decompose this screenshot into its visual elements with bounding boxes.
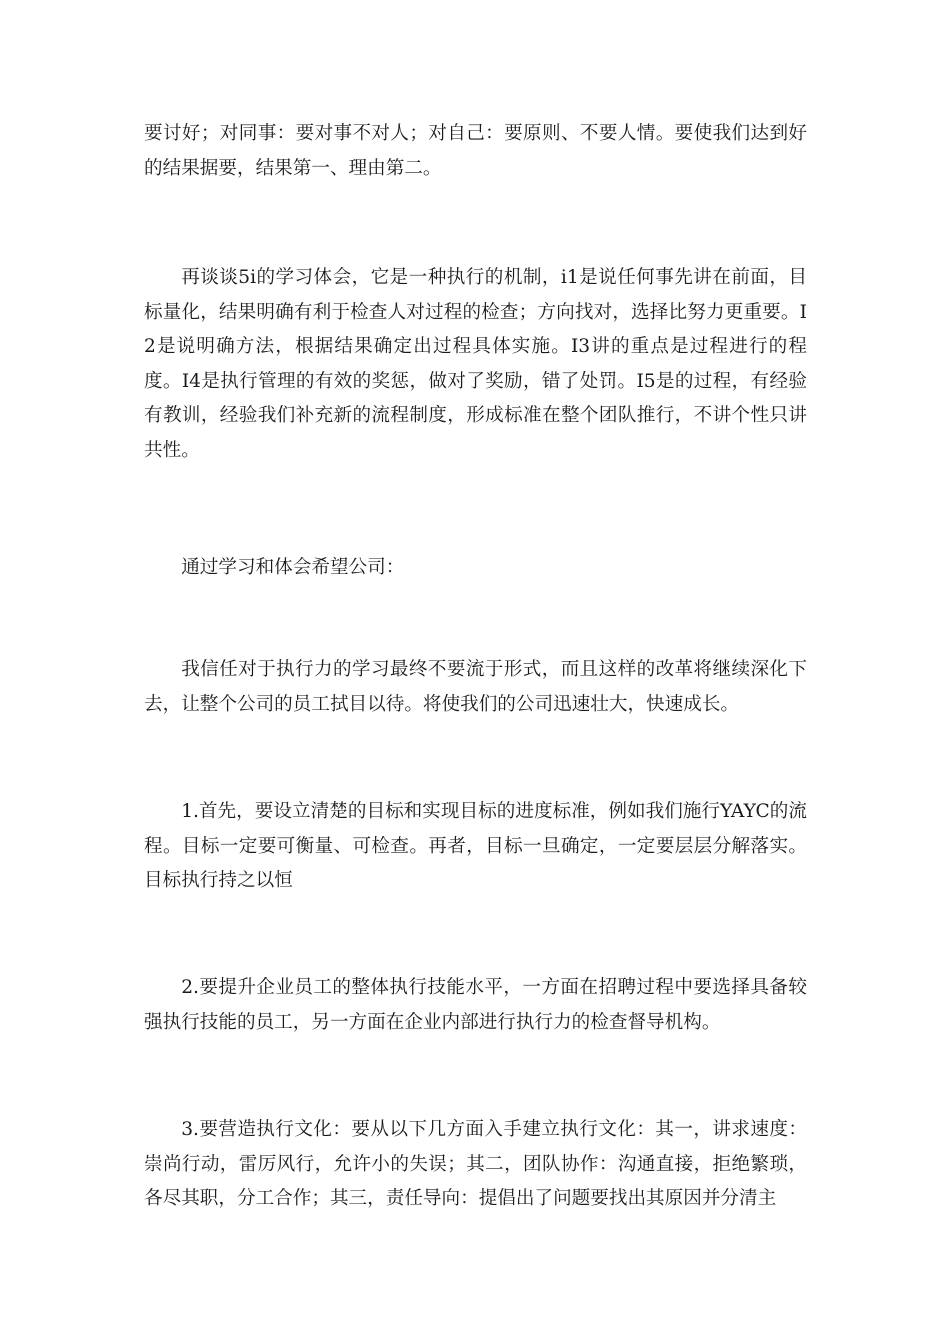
paragraph-item-1: 1.首先，要设立清楚的目标和实现目标的进度标准，例如我们施行YAYC的流程。目标一定要可衡量、可检查。再者，目标一旦确定，一定要层层分解落实。目标执行持之以恒 [144,801,807,892]
paragraph-5i-learning: 再谈谈5i的学习体会，它是一种执行的机制，i1是说任何事先讲在前面，目标量化，结果明确有利于检查人对过程的检查；方向找对，选择比努力更重要。I2是说明确方法，根据结果确定出过程具体实施。I3讲的重点是过程进行的程度。I4是执行管理的有效的奖惩，做对了奖励，错了处罚。I5是的过程，有经验有教训，经验我们补充新的流程制度，形成标准在整个团队推行，不讲个性只讲共性。 [144,267,807,461]
paragraph-item-3: 3.要营造执行文化：要从以下几方面入手建立执行文化：其一，讲求速度：崇尚行动，雷厉风行，允许小的失误；其二，团队协作：沟通直接，拒绝繁琐，各尽其职，分工合作；其三，责任导向：提倡出了问题要找出其原因并分清主 [144,1119,807,1210]
paragraph-belief: 我信任对于执行力的学习最终不要流于形式，而且这样的改革将继续深化下去，让整个公司的员工拭目以待。将使我们的公司迅速壮大，快速成长。 [144,659,807,715]
paragraph-continuation: 要讨好；对同事：要对事不对人；对自己：要原则、不要人情。要使我们达到好的结果据要，结果第一、理由第二。 [144,123,807,179]
paragraph-hope-intro: 通过学习和体会希望公司： [181,557,405,578]
paragraph-item-2: 2.要提升企业员工的整体执行技能水平，一方面在招聘过程中要选择具备较强执行技能的员工，另一方面在企业内部进行执行力的检查督导机构。 [144,977,807,1033]
